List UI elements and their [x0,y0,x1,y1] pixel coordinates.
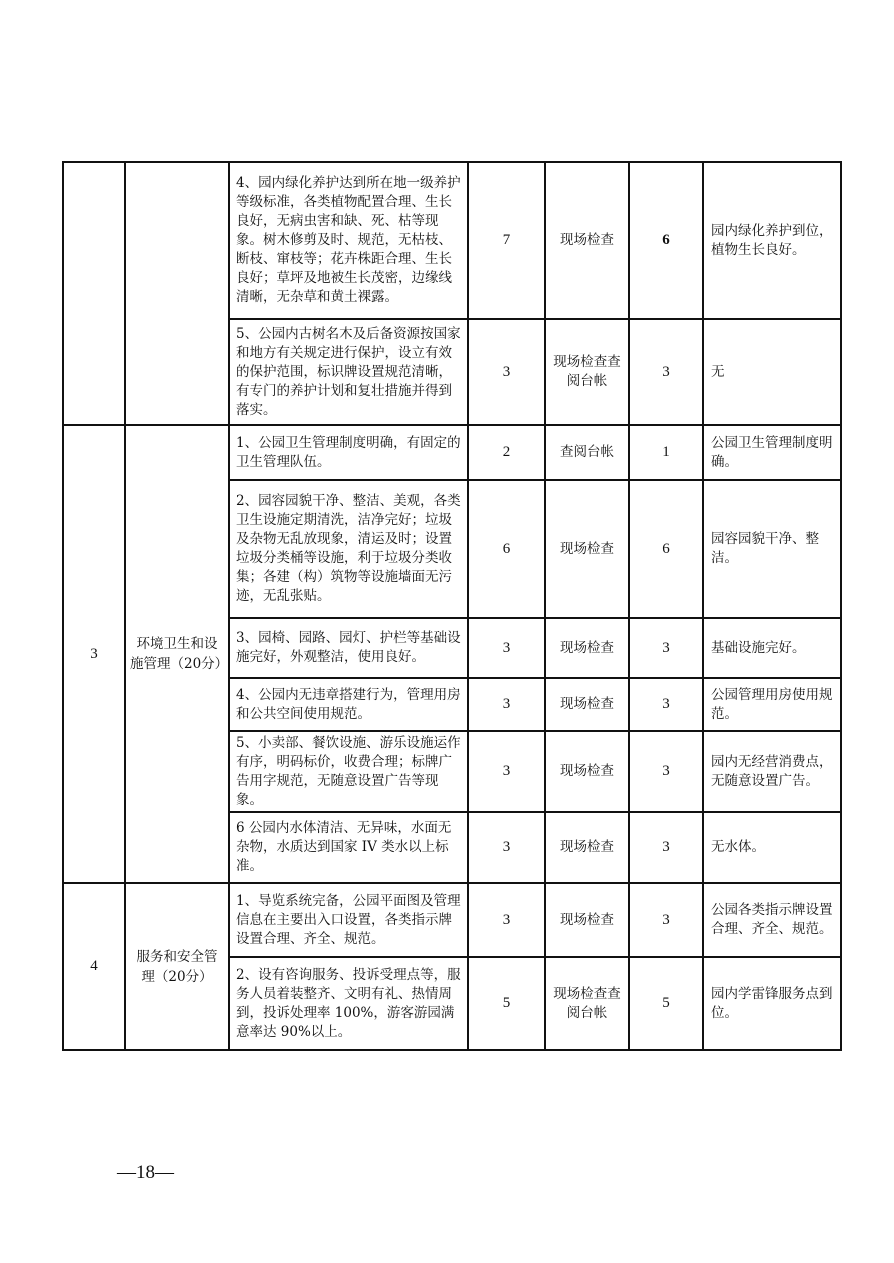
full-score-cell: 3 [468,319,545,425]
full-score-cell: 6 [468,480,545,618]
full-score-cell: 5 [468,957,545,1050]
check-method-cell: 查阅台帐 [545,425,629,480]
remark-cell: 无 [703,319,841,425]
actual-score-cell: 3 [629,319,703,425]
requirement-cell: 6 公园内水体清洁、无异味，水面无杂物，水质达到国家 IV 类水以上标准。 [229,812,468,883]
requirement-cell: 1、公园卫生管理制度明确，有固定的卫生管理队伍。 [229,425,468,480]
check-method-cell: 现场检查 [545,162,629,319]
requirement-cell: 4、公园内无违章搭建行为，管理用房和公共空间使用规范。 [229,678,468,731]
requirement-cell: 3、园椅、园路、园灯、护栏等基础设施完好，外观整洁，使用良好。 [229,618,468,678]
actual-score-cell: 3 [629,812,703,883]
remark-cell: 园内学雷锋服务点到位。 [703,957,841,1050]
remark-cell: 基础设施完好。 [703,618,841,678]
item-number-cell: 3 [63,425,125,883]
remark-cell: 园内无经营消费点，无随意设置广告。 [703,731,841,812]
actual-score-cell: 6 [629,162,703,319]
actual-score-cell: 3 [629,618,703,678]
item-number-cell: 4 [63,883,125,1050]
page-number: —18— [117,1162,174,1183]
full-score-cell: 2 [468,425,545,480]
full-score-cell: 3 [468,883,545,957]
remark-cell: 园容园貌干净、整洁。 [703,480,841,618]
actual-score-cell: 6 [629,480,703,618]
actual-score-cell: 3 [629,883,703,957]
check-method-cell: 现场检查查阅台帐 [545,319,629,425]
table-row [63,162,841,319]
evaluation-table [62,161,842,1051]
full-score-cell: 3 [468,678,545,731]
check-method-cell: 现场检查 [545,678,629,731]
check-method-cell: 现场检查 [545,731,629,812]
check-method-cell: 现场检查 [545,883,629,957]
requirement-cell: 1、导览系统完备，公园平面图及管理信息在主要出入口设置，各类指示牌设置合理、齐全、规范。 [229,883,468,957]
actual-score-cell: 3 [629,731,703,812]
actual-score-cell: 5 [629,957,703,1050]
full-score-cell: 3 [468,618,545,678]
remark-cell: 公园卫生管理制度明确。 [703,425,841,480]
requirement-cell: 4、园内绿化养护达到所在地一级养护等级标准，各类植物配置合理、生长良好，无病虫害和缺、死、枯等现象。树木修剪及时、规范，无枯枝、断枝、窜枝等；花卉株距合理、生长良好；草坪及地被生长茂密，边缘线清晰，无杂草和黄土裸露。 [229,162,468,319]
full-score-cell: 7 [468,162,545,319]
check-method-cell: 现场检查 [545,812,629,883]
item-number-cell [63,162,125,425]
check-method-cell: 现场检查查阅台帐 [545,957,629,1050]
requirement-cell: 2、设有咨询服务、投诉受理点等，服务人员着装整齐、文明有礼、热情周到，投诉处理率 100%，游客游园满意率达 90%以上。 [229,957,468,1050]
remark-cell: 园内绿化养护到位，植物生长良好。 [703,162,841,319]
category-cell [125,162,229,425]
requirement-cell: 5、小卖部、餐饮设施、游乐设施运作有序，明码标价，收费合理；标牌广告用字规范，无随意设置广告等现象。 [229,731,468,812]
full-score-cell: 3 [468,812,545,883]
remark-cell: 公园管理用房使用规范。 [703,678,841,731]
remark-cell: 无水体。 [703,812,841,883]
category-cell: 服务和安全管理（20分） [125,883,229,1050]
check-method-cell: 现场检查 [545,618,629,678]
requirement-cell: 5、公园内古树名木及后备资源按国家和地方有关规定进行保护，设立有效的保护范围，标识牌设置规范清晰，有专门的养护计划和复壮措施并得到落实。 [229,319,468,425]
requirement-cell: 2、园容园貌干净、整洁、美观，各类卫生设施定期清洗，洁净完好；垃圾及杂物无乱放现象，清运及时；设置垃圾分类桶等设施，利于垃圾分类收集；各建（构）筑物等设施墙面无污迹，无乱张贴。 [229,480,468,618]
table-row [63,425,841,480]
actual-score-cell: 1 [629,425,703,480]
actual-score-cell: 3 [629,678,703,731]
category-cell: 环境卫生和设施管理（20分） [125,425,229,883]
full-score-cell: 3 [468,731,545,812]
remark-cell: 公园各类指示牌设置合理、齐全、规范。 [703,883,841,957]
check-method-cell: 现场检查 [545,480,629,618]
table-row [63,883,841,957]
